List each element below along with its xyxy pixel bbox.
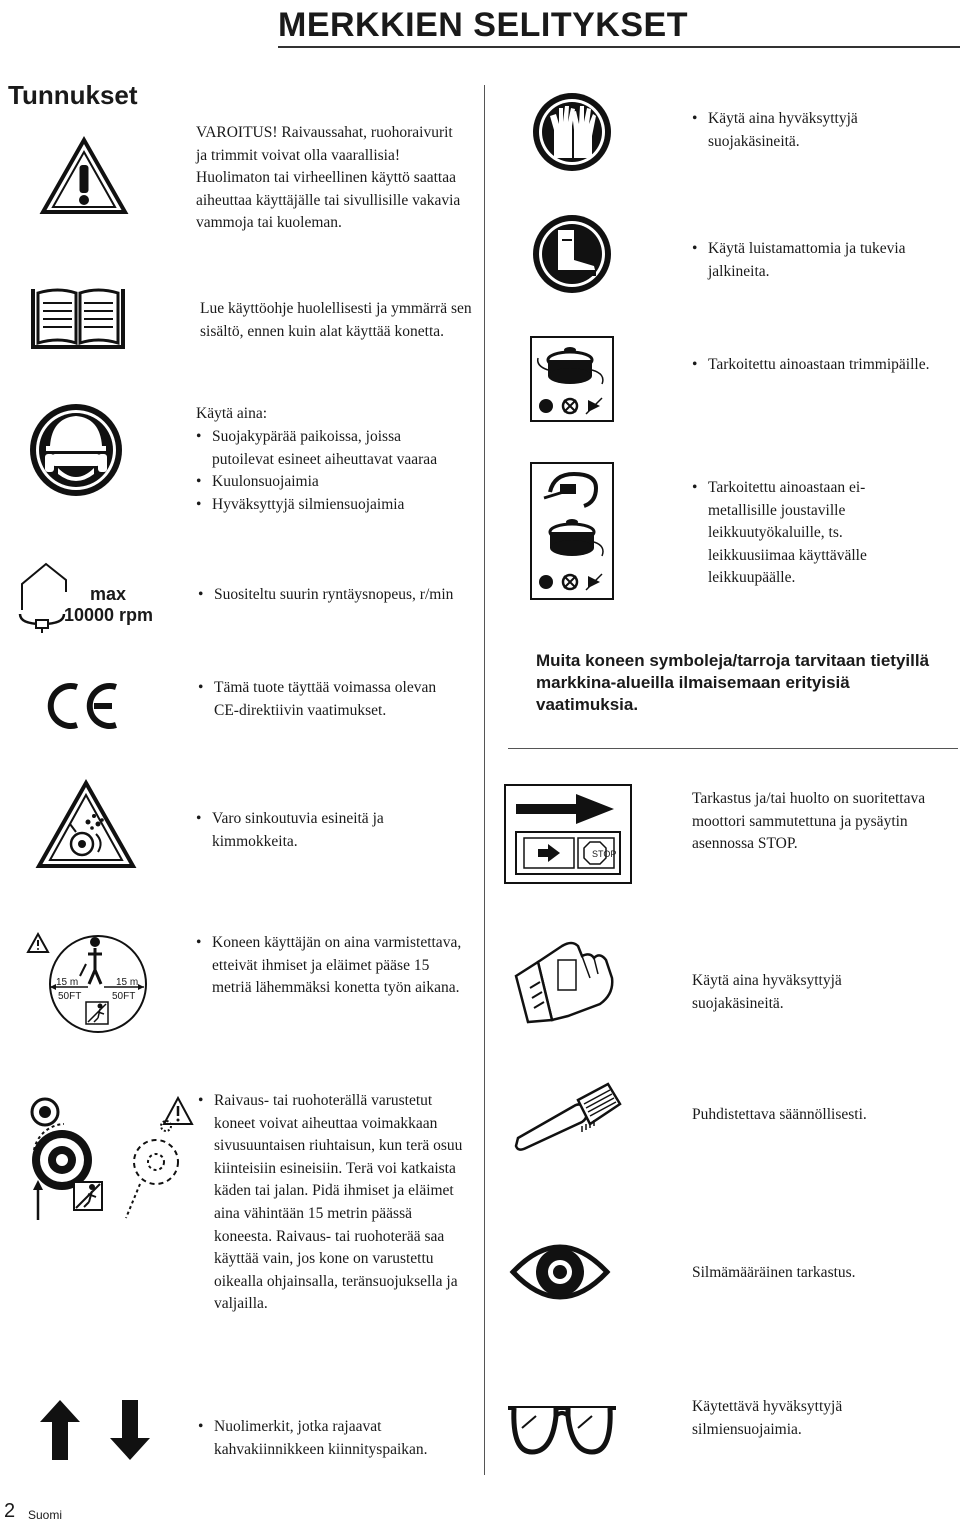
distance-label-ft-left: 50FT xyxy=(58,991,82,1002)
heading-rule xyxy=(508,748,958,749)
glasses-icon xyxy=(506,1398,618,1460)
other-symbols-heading: Muita koneen symboleja/tarroja tarvitaan tietyillä markkina-alueilla ilmaisemaan erityisiä vaatimuksia. xyxy=(536,651,930,714)
gloves-list xyxy=(692,108,932,153)
eye-icon xyxy=(510,1232,610,1312)
ce-mark-icon xyxy=(44,680,120,732)
distance-text: • Koneen käyttäjän on aina varmistettava, etteivät ihmiset ja eläimet pääse 15 metriä lähemmäksi konetta työn aikana. xyxy=(196,932,466,1000)
arrows-icon xyxy=(38,1398,152,1462)
stop-label: STOP xyxy=(592,849,617,859)
helmet-protection-icon xyxy=(28,402,124,498)
glove-icon xyxy=(508,932,618,1024)
flexible-text: • Tarkoitettu ainoastaan ei-metallisille joustaville leikkuutyökaluille, ts. leikkuusiimaa käyttävälle leikkuupäälle. xyxy=(692,477,902,590)
manual-book-icon xyxy=(30,285,126,351)
column-divider xyxy=(484,85,485,1475)
ppe-intro: Käytä aina: xyxy=(196,405,268,422)
rpm-value-label: 10000 rpm xyxy=(64,605,154,625)
warning-text: VAROITUS! Raivaussahat, ruohoraivurit ja trimmit voivat olla vaarallisia! Huolimaton tai virheellinen käyttö saattaa aiheuttaa käyttäjälle tai sivullisille vakavia vammoja tai kuoleman. xyxy=(196,124,461,232)
boots-round-icon xyxy=(532,214,612,294)
ppe-list xyxy=(196,426,466,516)
title-rule xyxy=(278,46,960,48)
gloves2-text: Käytä aina hyväksyttyjä suojakäsineitä. xyxy=(692,972,842,1012)
clean-text: Puhdistettava säännöllisesti. xyxy=(692,1106,867,1123)
rpm-text: • Suositeltu suurin ryntäysnopeus, r/min xyxy=(198,584,468,607)
gloves-text: • Käytä aina hyväksyttyjä suojakäsineitä. xyxy=(692,108,932,153)
glasses-text: Käytettävä hyväksyttyjä silmiensuojaimia. xyxy=(692,1398,843,1438)
ce-text: • Tämä tuote täyttää voimassa olevan CE-direktiivin vaatimukset. xyxy=(198,677,458,722)
flexible-cutting-icon xyxy=(530,462,614,600)
rpm-max-label: max xyxy=(90,584,127,604)
page-number: 2 xyxy=(4,1500,16,1522)
distance-list xyxy=(196,932,466,1000)
arrows-text: • Nuolimerkit, jotka rajaavat kahvakiinnikkeen kiinnityspaikan. xyxy=(198,1416,468,1461)
thrown-list xyxy=(196,808,436,853)
kickback-list xyxy=(198,1090,468,1316)
thrown-objects-icon xyxy=(36,780,136,870)
visual-text: Silmämääräinen tarkastus. xyxy=(692,1264,856,1281)
manual-text: Lue käyttöohje huolellisesti ja ymmärrä sen sisältö, ennen kuin alat käyttää konetta. xyxy=(200,300,472,340)
distance-label-ft-right: 50FT xyxy=(112,991,136,1002)
ppe-item-hearing: • Kuulonsuojaimia xyxy=(196,471,466,494)
distance-label-m-right: 15 m xyxy=(116,977,139,988)
kickback-text: • Raivaus- tai ruohoterällä varustetut koneet voivat aiheuttaa voimakkaan sivusuuntaisen riuhtaisun, kun terä osuu kiinteisiin esineisiin. Terä voi katkaista käden tai jalan. Pidä ihmiset ja eläimet aina vähintään 15 metrin päässä koneesta. Raivaus- tai ruohoterää saa käyttää vain, jos kone on varustettu oikealla ohjainsalla, teränsuojuksella ja valjailla. xyxy=(198,1090,468,1316)
ppe-item-helmet: • Suojakypärää paikoissa, joissa putoilevat esineet aiheuttavat vaaraa xyxy=(196,426,466,471)
thrown-text: • Varo sinkoutuvia esineitä ja kimmokkeita. xyxy=(196,808,436,853)
distance-label-m-left: 15 m xyxy=(56,977,79,988)
brush-icon xyxy=(512,1082,624,1152)
page-title: MERKKIEN SELITYKSET xyxy=(278,6,688,44)
kickback-icon xyxy=(18,1096,194,1226)
footer-language: Suomi xyxy=(28,1508,63,1522)
flexible-list xyxy=(692,477,902,590)
gloves-round-icon xyxy=(532,92,612,172)
arrows-list xyxy=(198,1416,468,1461)
ppe-item-eyes: • Hyväksyttyjä silmiensuojaimia xyxy=(196,494,466,517)
stop-switch-icon xyxy=(504,784,632,884)
trimmer-only-list xyxy=(692,354,932,377)
rpm-list xyxy=(198,584,468,607)
boots-list xyxy=(692,238,952,283)
warning-triangle-icon xyxy=(40,137,128,215)
trimmer-only-text: • Tarkoitettu ainoastaan trimmipäille. xyxy=(692,354,932,377)
stop-text: Tarkastus ja/tai huolto on suoritettava moottori sammutettuna ja pysäytin asennossa STOP. xyxy=(692,790,926,853)
section-title: Tunnukset xyxy=(8,80,138,110)
trimmer-head-icon xyxy=(530,336,614,422)
boots-text: • Käytä luistamattomia ja tukevia jalkineita. xyxy=(692,238,952,283)
ce-list xyxy=(198,677,458,722)
